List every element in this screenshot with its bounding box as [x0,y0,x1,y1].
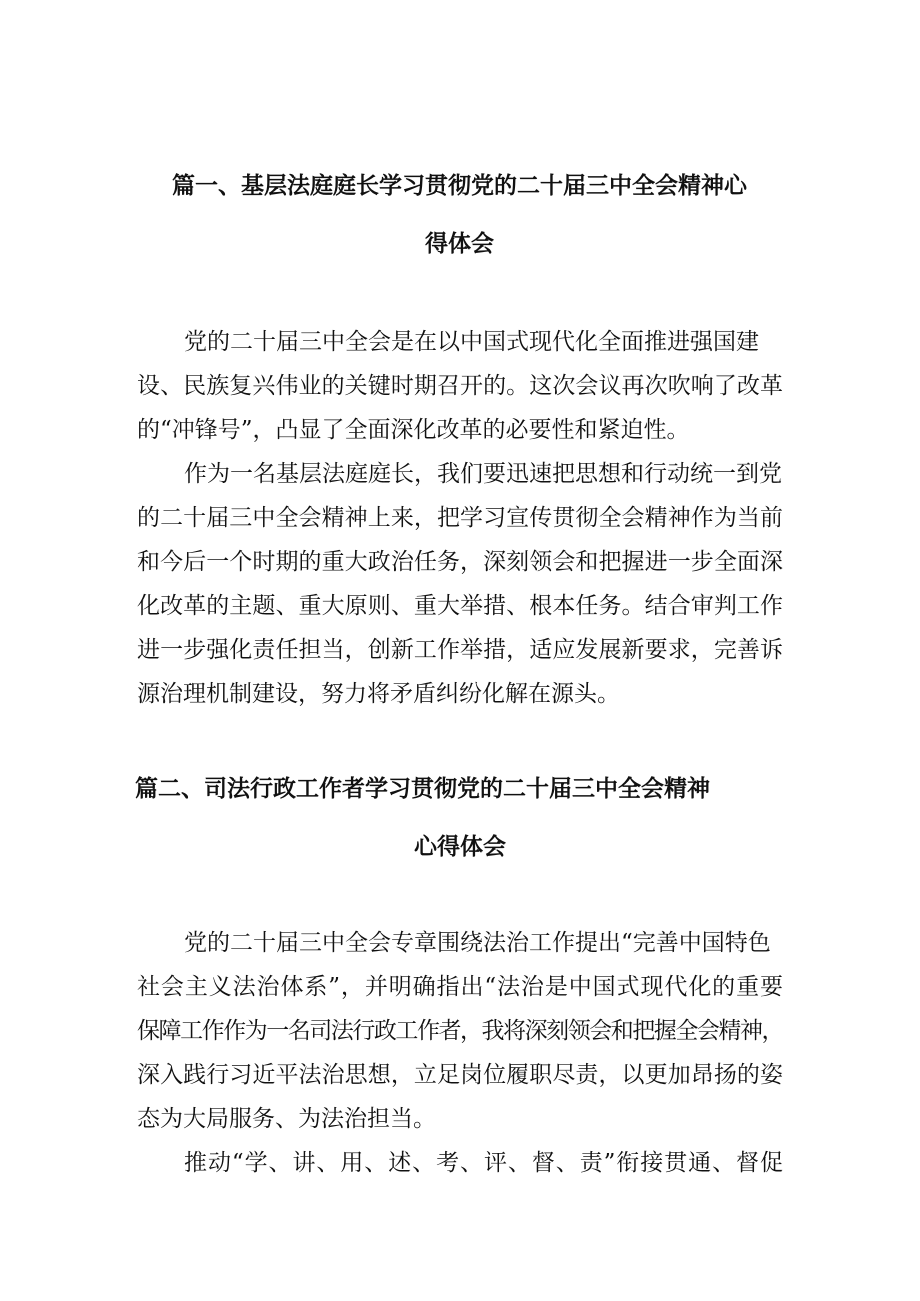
section1-p1-line3: 的“冲锋号”，凸显了全面深化改革的必要性和紧迫性。 [137,417,690,443]
section1-p2-line5: 进一步强化责任担当，创新工作举措，适应发展新要求，完善诉 [137,637,783,663]
section1-title-line2: 得体会 [425,231,494,257]
section1-p2-line3: 和今后一个时期的重大政治任务，深刻领会和把握进一步全面深 [137,549,783,575]
section2-p1-line3: 保障工作作为一名司法行政工作者，我将深刻领会和把握全会精神， [137,1018,783,1044]
section1-p2-line2: 的二十届三中全会精神上来，把学习宣传贯彻全会精神作为当前 [137,505,783,531]
section1-p2-line1: 作为一名基层法庭庭长，我们要迅速把思想和行动统一到党 [184,461,782,487]
section2-p1-line2: 社会主义法治体系”，并明确指出“法治是中国式现代化的重要 [137,974,783,1000]
section2-p2-line1: 推动“学、讲、用、述、考、评、督、责”衔接贯通、督促 [184,1150,783,1176]
section2-title-line1: 篇二、司法行政工作者学习贯彻党的二十届三中全会精神 [135,776,710,802]
section2-p1-line4: 深入践行习近平法治思想，立足岗位履职尽责，以更加昂扬的姿 [137,1062,783,1088]
section2-p1-line5: 态为大局服务、为法治担当。 [137,1106,436,1132]
section1-title-line1: 篇一、基层法庭庭长学习贯彻党的二十届三中全会精神心 [172,173,747,199]
section2-title-line2: 心得体会 [414,834,506,860]
section1-p2-line6: 源治理机制建设，努力将矛盾纠纷化解在源头。 [137,681,620,707]
section1-p2-line4: 化改革的主题、重大原则、重大举措、根本任务。结合审判工作 [137,593,783,619]
section1-p1-line1: 党的二十届三中全会是在以中国式现代化全面推进强国建 [184,329,759,355]
section2-p1-line1: 党的二十届三中全会专章围绕法治工作提出“完善中国特色 [184,930,771,956]
section1-p1-line2: 设、民族复兴伟业的关键时期召开的。这次会议再次吹响了改革 [137,373,783,399]
